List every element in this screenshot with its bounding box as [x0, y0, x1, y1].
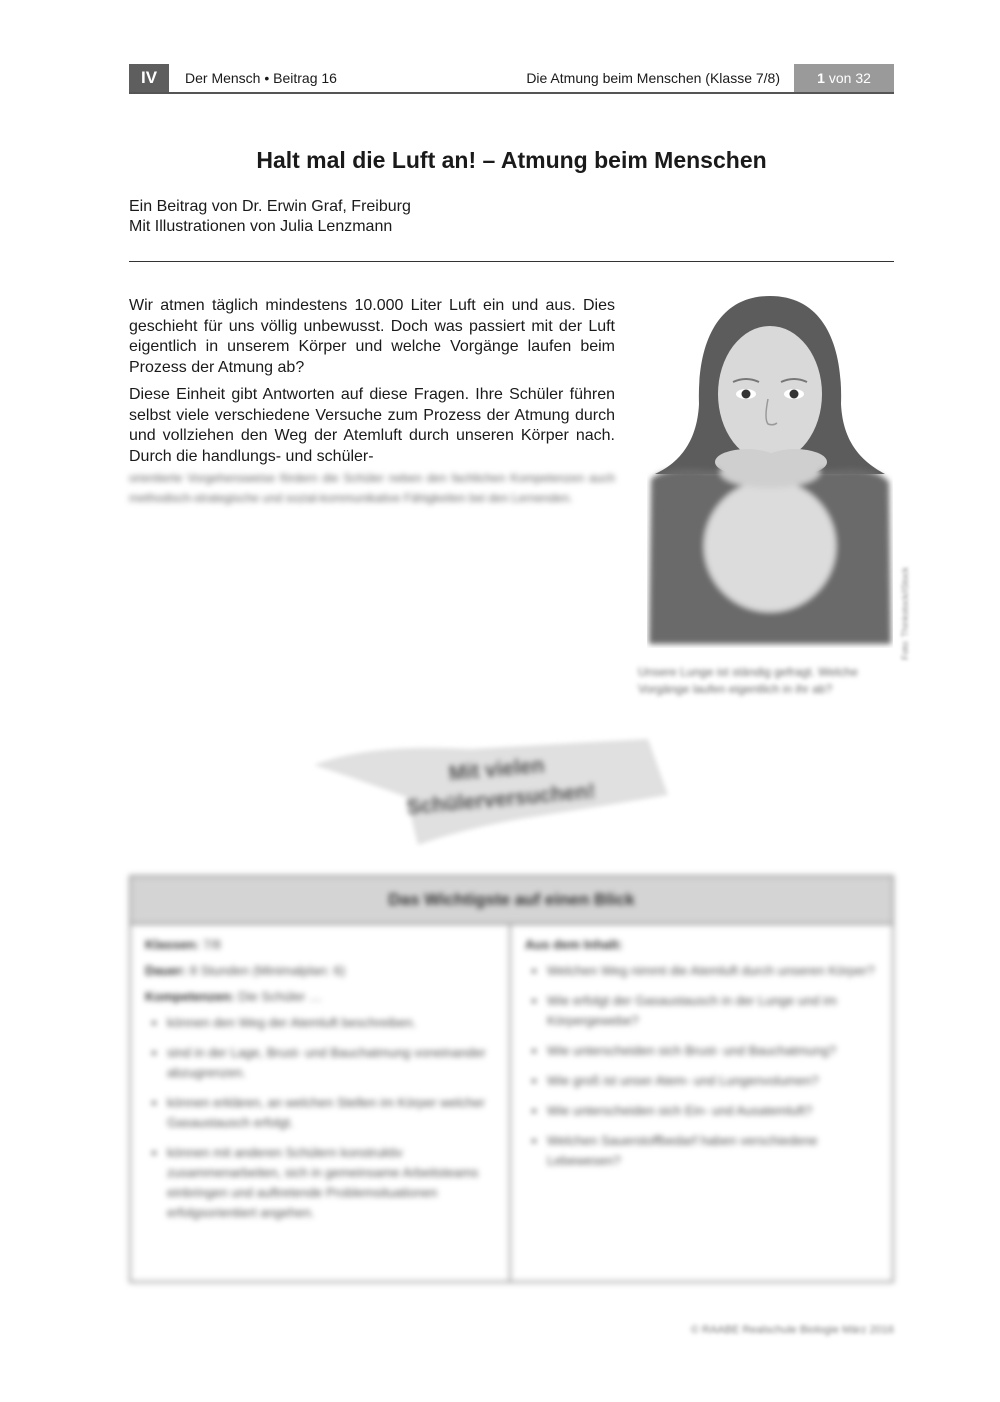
- byline: [129, 197, 894, 237]
- page-header: [129, 64, 894, 94]
- list-item: • Wie unterscheiden sich Ein- und Ausatemluft?: [547, 1101, 878, 1121]
- series-label: Der Mensch • Beitrag 16: [185, 70, 337, 86]
- contents-list: [525, 961, 878, 1171]
- contents-heading: Aus dem Inhalt:: [525, 937, 623, 952]
- list-item: • Wie unterscheiden sich Brust- und Bauchatmung?: [547, 1041, 878, 1061]
- banner-line-1: Mit vielen: [447, 754, 546, 786]
- klassen-line: [145, 935, 495, 955]
- list-item: • Wie groß ist unser Atem- und Lungenvolumen?: [547, 1071, 878, 1091]
- part-number: IV: [129, 64, 169, 92]
- list-item: • können den Weg der Atemluft beschreiben.: [167, 1013, 495, 1033]
- kompetenzen-label: Kompetenzen:: [145, 989, 235, 1004]
- list-item: • können erklären, an welchen Stellen im Körper welcher Gasaustausch erfolgt.: [167, 1093, 495, 1133]
- page-indicator: [794, 64, 894, 92]
- page-total: von 32: [828, 70, 871, 86]
- divider: [129, 261, 894, 262]
- kompetenzen-value: Die Schüler …: [238, 989, 322, 1004]
- overview-left-column: [131, 925, 511, 1281]
- list-item: • Welchen Weg nimmt die Atemluft durch unseren Körper?: [547, 961, 878, 981]
- photo-credit: Foto: Thinkstock/iStock: [900, 567, 910, 660]
- topic-label: Die Atmung beim Menschen (Klasse 7/8): [526, 70, 780, 86]
- dauer-label: Dauer:: [145, 963, 187, 978]
- list-item: • Welchen Sauerstoffbedarf haben verschiedene Lebewesen?: [547, 1131, 878, 1171]
- list-item: • können mit anderen Schülern konstruktiv zusammenarbeiten, sich in gemeinsame Arbeitsteams einbringen und auftretende Problemsituationen erfolgsorientiert angehen.: [167, 1143, 495, 1223]
- intro-text: [129, 296, 615, 474]
- author-line: Ein Beitrag von Dr. Erwin Graf, Freiburg: [129, 198, 411, 215]
- girl-balloon-photo: [647, 294, 893, 648]
- intro-paragraph-1: Wir atmen täglich mindestens 10.000 Liter Luft ein und aus. Dies geschieht für uns völlig unbewusst. Doch was passiert mit der Luft eigentlich in unserem Körper und welche Vorgänge laufen beim Prozess der Atmung ab?: [129, 297, 615, 376]
- list-item: • Wie erfolgt der Gasaustausch in der Lunge und im Körpergewebe?: [547, 991, 878, 1031]
- dauer-value: 8 Stunden (Minimalplan: 6): [189, 963, 346, 978]
- photo-caption: Unsere Lunge ist ständig gefragt. Welche Vorgänge laufen eigentlich in ihr ab?: [638, 665, 858, 696]
- overview-box: [129, 875, 894, 1283]
- page-current: 1: [817, 70, 825, 86]
- intro-paragraph-2: Diese Einheit gibt Antworten auf diese Fragen. Ihre Schüler führen selbst viele verschiedene Versuche zum Prozess der Atmung durch und vollziehen den Weg der Atemluft durch unseren Körper nach. Durch die handlungs- und schüler-: [129, 386, 615, 465]
- list-item: • sind in der Lage, Brust- und Bauchatmung voneinander abzugrenzen.: [167, 1043, 495, 1083]
- overview-heading: Das Wichtigste auf einen Blick: [131, 877, 892, 925]
- banner-line-2: Schülerversuchen!: [405, 779, 597, 820]
- kompetenzen-line: [145, 987, 495, 1007]
- copyright-footer: © RAABE Realschule Biologie März 2016: [690, 1324, 894, 1336]
- dauer-line: [145, 961, 495, 981]
- illustrator-line: Mit Illustrationen von Julia Lenzmann: [129, 218, 393, 235]
- overview-right-column: [511, 925, 892, 1281]
- klassen-value: 7/8: [202, 937, 221, 952]
- intro-blurred-text: orientierte Vorgehensweise fördern die Schüler neben den fachlichen Kompetenzen auch methodisch-strategische und sozial-kommunikative Fähigkeiten bei den Lernenden.: [129, 471, 615, 505]
- page-title: Halt mal die Luft an! – Atmung beim Menschen: [256, 147, 767, 173]
- kompetenzen-list: [145, 1013, 495, 1223]
- klassen-label: Klassen:: [145, 937, 200, 952]
